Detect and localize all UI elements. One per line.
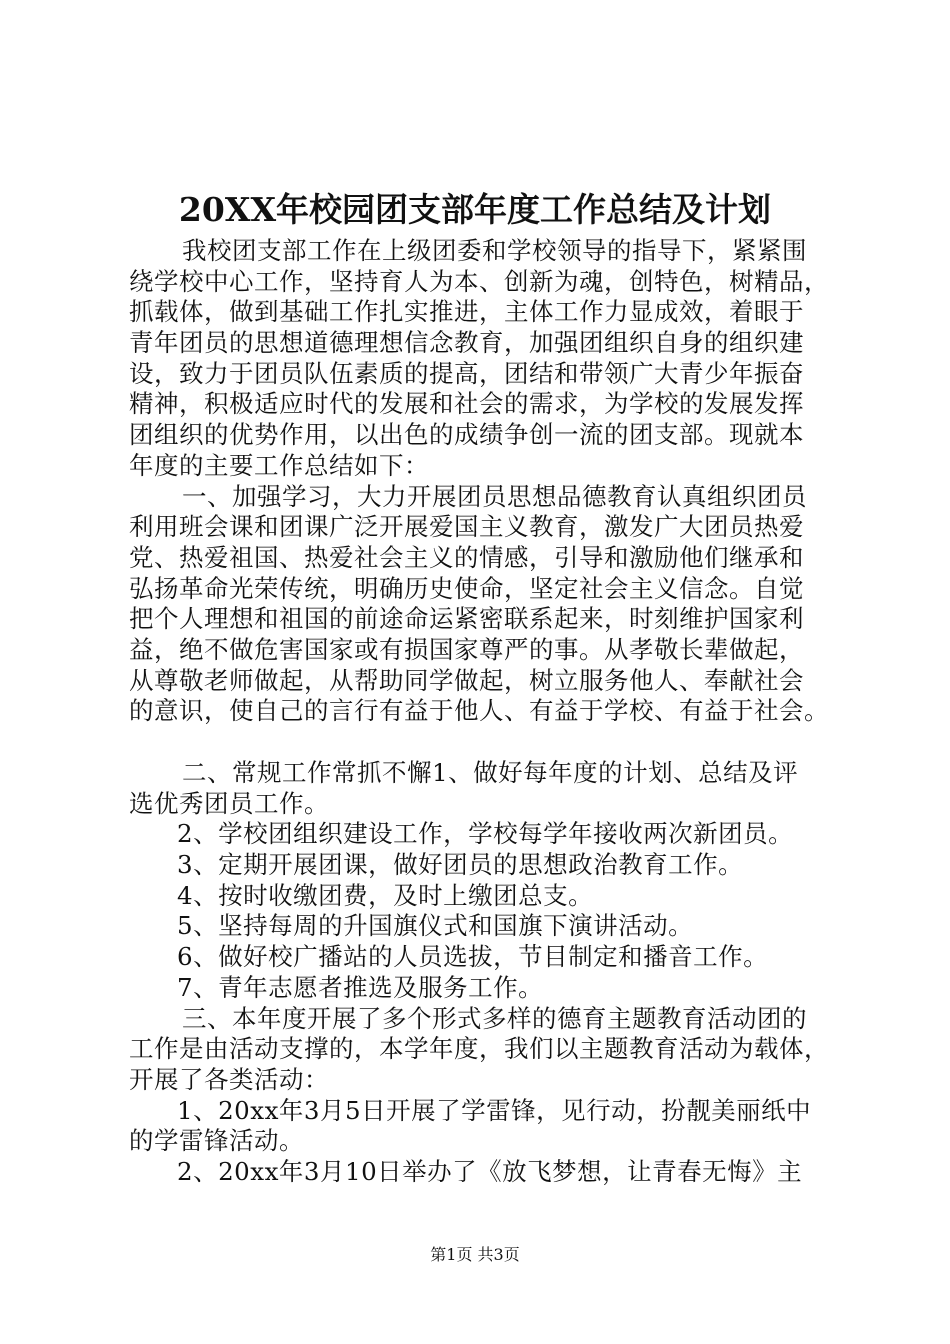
text-line: 利用班会课和团课广泛开展爱国主义教育，激发广大团员热爱	[129, 512, 804, 542]
text-line: 年度的主要工作总结如下：	[129, 450, 429, 480]
paragraph-spacer	[129, 727, 849, 758]
text-line: 弘扬革命光荣传统，明确历史使命，坚定社会主义信念。自觉	[129, 573, 804, 603]
text-line: 1、20xx年3月5日开展了学雷锋，见行动，扮靓美丽纸中	[177, 1095, 812, 1125]
text-line: 开展了各类活动：	[129, 1064, 329, 1094]
text-line: 4、按时收缴团费，及时上缴团总支。	[177, 880, 594, 910]
text-line: 三、本年度开展了多个形式多样的德育主题教育活动团的	[182, 1003, 807, 1033]
document-body	[129, 236, 849, 1188]
text-line: 青年团员的思想道德理想信念教育，加强团组织自身的组织建	[129, 328, 804, 358]
text-line: 的学雷锋活动。	[129, 1126, 304, 1156]
page-footer: 第1页 共3页	[430, 1245, 520, 1264]
text-line: 把个人理想和祖国的前途命运紧密联系起来，时刻维护国家利	[129, 604, 804, 634]
text-line: 5、坚持每周的升国旗仪式和国旗下演讲活动。	[177, 911, 694, 941]
text-line: 团组织的优势作用，以出色的成绩争创一流的团支部。现就本	[129, 420, 804, 450]
text-line: 我校团支部工作在上级团委和学校领导的指导下，紧紧围	[182, 236, 807, 265]
text-line: 7、青年志愿者推选及服务工作。	[177, 972, 544, 1002]
text-line: 选优秀团员工作。	[129, 788, 329, 818]
text-line: 2、学校团组织建设工作，学校每学年接收两次新团员。	[177, 819, 794, 849]
text-line: 一、加强学习，大力开展团员思想品德教育认真组织团员	[182, 481, 807, 511]
text-line: 3、定期开展团课，做好团员的思想政治教育工作。	[177, 850, 744, 880]
text-line: 精神，积极适应时代的发展和社会的需求，为学校的发展发挥	[129, 389, 804, 419]
text-line: 从尊敬老师做起，从帮助同学做起，树立服务他人、奉献社会	[129, 665, 804, 695]
text-line: 党、热爱祖国、热爱社会主义的情感，引导和激励他们继承和	[129, 542, 804, 572]
text-line: 6、做好校广播站的人员选拔，节目制定和播音工作。	[177, 942, 769, 972]
text-line: 的意识，使自己的言行有益于他人、有益于学校、有益于社会。	[129, 696, 829, 726]
document-title: 20XX年校园团支部年度工作总结及计划	[178, 190, 772, 229]
text-line: 益，绝不做危害国家或有损国家尊严的事。从孝敬长辈做起，	[129, 634, 804, 664]
text-line: 工作是由活动支撑的，本学年度，我们以主题教育活动为载体，	[129, 1034, 829, 1064]
text-line: 抓载体，做到基础工作扎实推进，主体工作力显成效，着眼于	[129, 297, 804, 327]
text-line: 设，致力于团员队伍素质的提高，团结和带领广大青少年振奋	[129, 358, 804, 388]
text-line: 2、20xx年3月10日举办了《放飞梦想，让青春无悔》主	[177, 1156, 803, 1186]
text-line: 绕学校中心工作，坚持育人为本、创新为魂，创特色，树精品，	[129, 266, 829, 296]
text-line: 二、常规工作常抓不懈1、做好每年度的计划、总结及评	[182, 758, 799, 787]
